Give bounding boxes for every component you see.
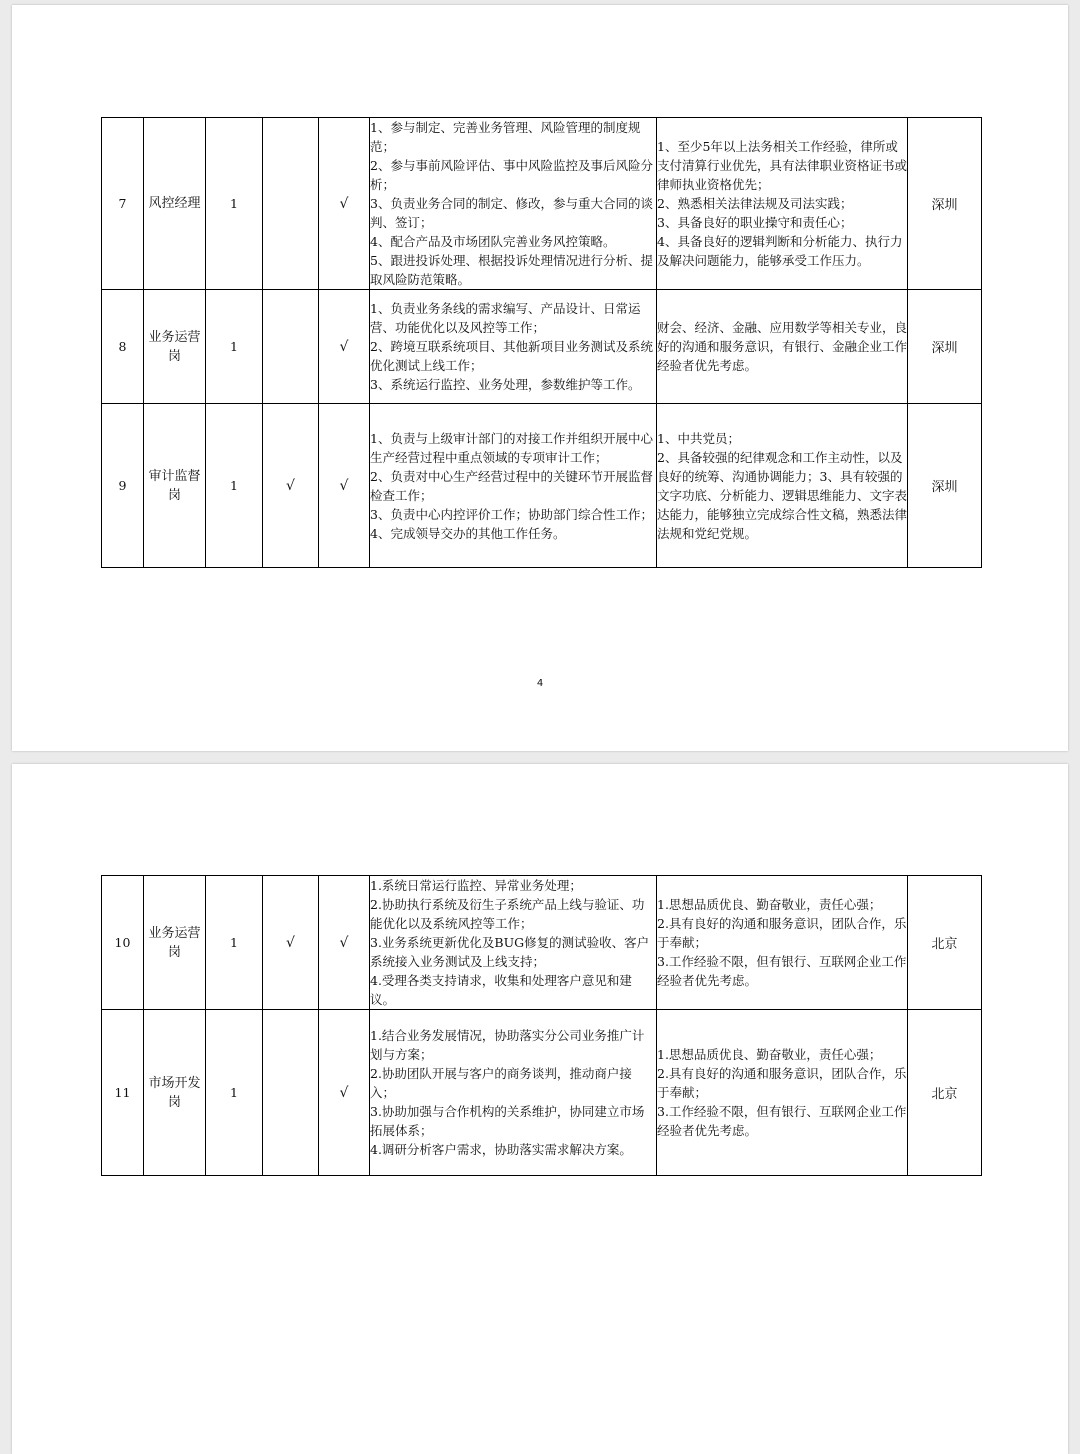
work-location: 北京 (908, 1010, 982, 1176)
check-mark: √ (319, 1010, 370, 1176)
table-row (102, 1010, 982, 1176)
duty-item: 4.调研分析客户需求，协助落实需求解决方案。 (370, 1142, 632, 1157)
row-number: 7 (102, 118, 144, 290)
duties-cell (370, 1010, 657, 1176)
duty-item: 2.协助执行系统及衍生子系统产品上线与验证、功能优化以及系统风控等工作； (370, 897, 645, 931)
row-number: 8 (102, 290, 144, 404)
document-page-4 (12, 5, 1068, 751)
duty-item: 1、负责与上级审计部门的对接工作并组织开展中心生产经营过程中重点领域的专项审计工作； (370, 430, 653, 465)
check-mark (263, 1010, 319, 1176)
duties-cell (370, 404, 657, 568)
duties-cell (370, 876, 657, 1010)
work-location: 北京 (908, 876, 982, 1010)
work-location: 深圳 (908, 404, 982, 568)
requirements-cell (657, 1010, 908, 1176)
duty-item: 3、负责业务合同的制定、修改，参与重大合同的谈判、签订； (370, 196, 653, 230)
headcount: 1 (206, 404, 263, 568)
requirements-cell (657, 290, 908, 404)
check-mark (263, 290, 319, 404)
work-location: 深圳 (908, 118, 982, 290)
duty-item: 2.协助团队开展与客户的商务谈判，推动商户接入； (370, 1066, 632, 1100)
requirement-item: 3.工作经验不限，但有银行、互联网企业工作经验者优先考虑。 (657, 954, 907, 988)
position-title: 业务运营岗 (144, 290, 206, 404)
requirement-item: 1、中共党员； (657, 430, 740, 446)
table-row (102, 118, 982, 290)
job-table (101, 875, 982, 1176)
page-number: 4 (536, 678, 544, 689)
duty-item: 1.结合业务发展情况，协助落实分公司业务推广计划与方案； (370, 1028, 645, 1062)
requirement-item: 财会、经济、金融、应用数学等相关专业，良好的沟通和服务意识，有银行、金融企业工作经验者优先考虑。 (657, 320, 908, 373)
duties-cell (370, 118, 657, 290)
table-row (102, 290, 982, 404)
requirements-cell (657, 404, 908, 568)
requirement-item: 2、具备较强的纪律观念和工作主动性，以及良好的统筹、沟通协调能力；3、具有较强的文字功底、分析能力、逻辑思维能力、文字表达能力，能够独立完成综合性文稿，熟悉法律法规和党纪党规。 (657, 449, 908, 541)
requirement-item: 3.工作经验不限，但有银行、互联网企业工作经验者优先考虑。 (657, 1104, 907, 1138)
requirement-item: 2.具有良好的沟通和服务意识，团队合作，乐于奉献； (657, 916, 907, 950)
duty-item: 3、负责中心内控评价工作；协助部门综合性工作； (370, 506, 653, 522)
requirements-cell (657, 118, 908, 290)
check-mark: √ (319, 118, 370, 290)
position-title: 风控经理 (144, 118, 206, 290)
check-mark: √ (263, 876, 319, 1010)
position-title: 市场开发岗 (144, 1010, 206, 1176)
job-table (101, 117, 982, 568)
duty-item: 1.系统日常运行监控、异常业务处理； (370, 878, 582, 893)
document-page-5 (12, 764, 1068, 1454)
row-number: 10 (102, 876, 144, 1010)
row-number: 9 (102, 404, 144, 568)
table-row (102, 876, 982, 1010)
row-number: 11 (102, 1010, 144, 1176)
duty-item: 1、负责业务条线的需求编写、产品设计、日常运营、功能优化以及风控等工作； (370, 301, 641, 335)
duty-item: 4、完成领导交办的其他工作任务。 (370, 525, 566, 541)
duty-item: 4、配合产品及市场团队完善业务风控策略。 (370, 234, 616, 249)
headcount: 1 (206, 876, 263, 1010)
headcount: 1 (206, 1010, 263, 1176)
requirement-item: 1.思想品质优良、勤奋敬业，责任心强； (657, 897, 882, 912)
duty-item: 2、参与事前风险评估、事中风险监控及事后风险分析； (370, 158, 653, 192)
duty-item: 4.受理各类支持请求，收集和处理客户意见和建议。 (370, 973, 632, 1007)
duty-item: 1、参与制定、完善业务管理、风险管理的制度规范； (370, 120, 641, 154)
headcount: 1 (206, 118, 263, 290)
duty-item: 2、负责对中心生产经营过程中的关键环节开展监督检查工作； (370, 468, 653, 503)
check-mark: √ (263, 404, 319, 568)
requirement-item: 2.具有良好的沟通和服务意识，团队合作，乐于奉献； (657, 1066, 907, 1100)
position-title: 业务运营岗 (144, 876, 206, 1010)
duties-cell (370, 290, 657, 404)
duty-item: 3.业务系统更新优化及BUG修复的测试验收、客户系统接入业务测试及上线支持； (370, 935, 650, 969)
requirement-item: 4、具备良好的逻辑判断和分析能力、执行力及解决问题能力，能够承受工作压力。 (657, 234, 903, 268)
check-mark (263, 118, 319, 290)
duty-item: 2、跨境互联系统项目、其他新项目业务测试及系统优化测试上线工作； (370, 339, 653, 373)
duty-item: 5、跟进投诉处理、根据投诉处理情况进行分析、提取风险防范策略。 (370, 253, 653, 287)
check-mark: √ (319, 404, 370, 568)
requirement-item: 2、熟悉相关法律法规及司法实践； (657, 196, 853, 211)
work-location: 深圳 (908, 290, 982, 404)
check-mark: √ (319, 876, 370, 1010)
requirement-item: 1、至少5年以上法务相关工作经验，律所或支付清算行业优先，具有法律职业资格证书或律师执业资格优先； (657, 139, 908, 192)
requirements-cell (657, 876, 908, 1010)
check-mark: √ (319, 290, 370, 404)
requirement-item: 1.思想品质优良、勤奋敬业，责任心强； (657, 1047, 882, 1062)
headcount: 1 (206, 290, 263, 404)
table-row (102, 404, 982, 568)
duty-item: 3.协助加强与合作机构的关系维护，协同建立市场拓展体系； (370, 1104, 645, 1138)
position-title: 审计监督岗 (144, 404, 206, 568)
requirement-item: 3、具备良好的职业操守和责任心； (657, 215, 853, 230)
duty-item: 3、系统运行监控、业务处理，参数维护等工作。 (370, 377, 641, 392)
